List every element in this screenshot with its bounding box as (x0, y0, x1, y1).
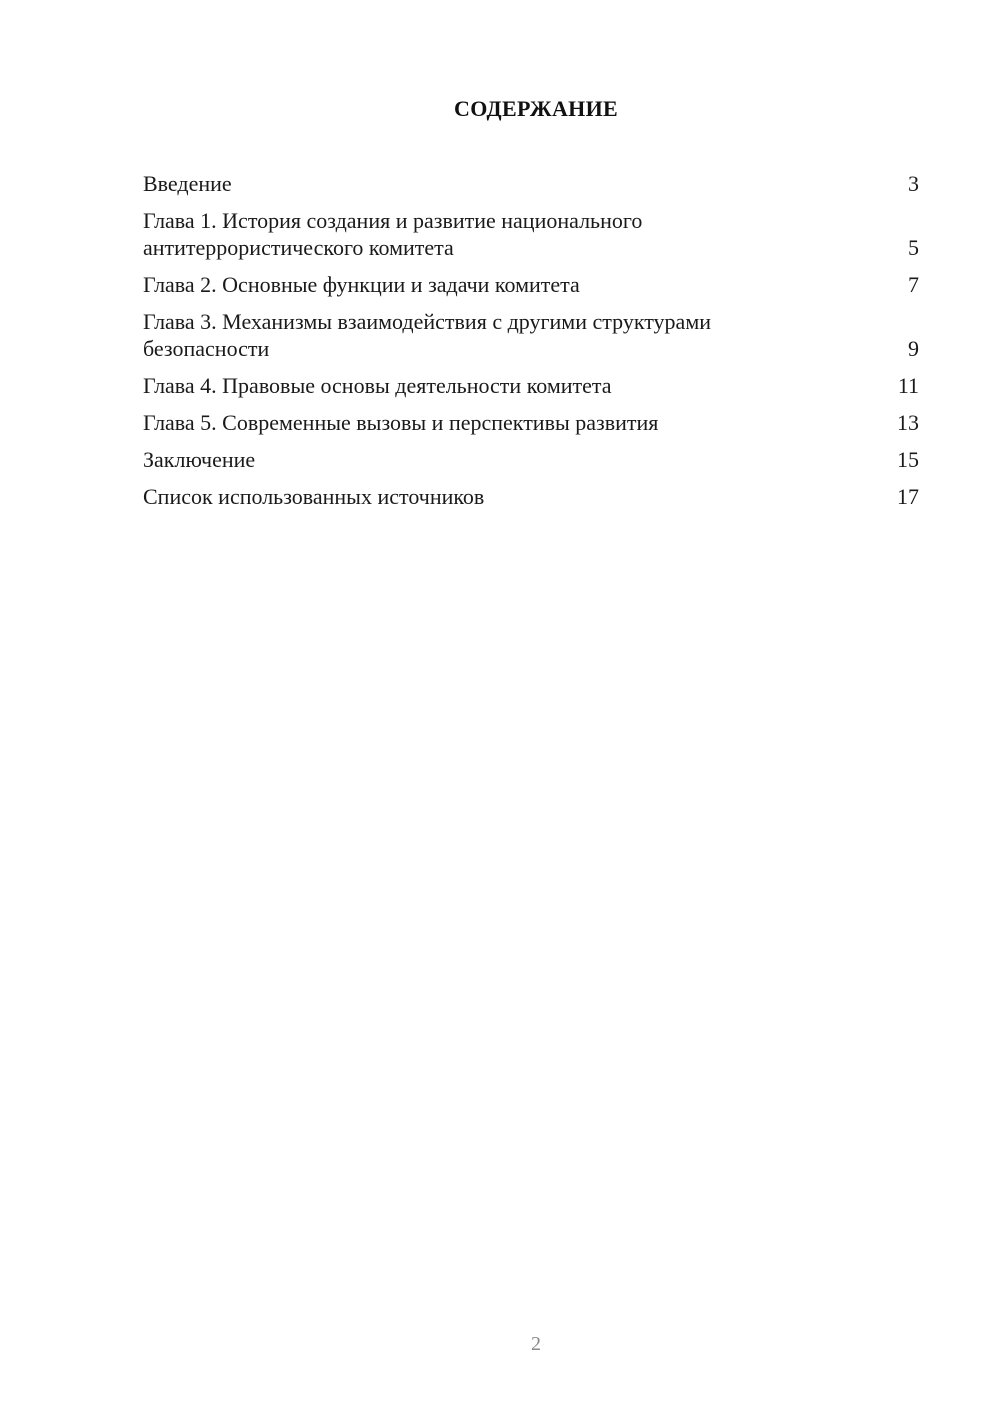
page-number: 2 (531, 1333, 541, 1355)
toc-entry-page: 13 (897, 410, 919, 435)
toc-entry-chapter-2 (143, 271, 919, 298)
table-of-contents (143, 170, 919, 520)
toc-entry-text: Глава 4. Правовые основы деятельности комитета (143, 373, 612, 398)
toc-entry-text: Заключение (143, 447, 256, 472)
toc-entry-chapter-4 (143, 372, 919, 399)
toc-entry-page: 3 (908, 171, 919, 196)
toc-entry-chapter-5 (143, 409, 919, 436)
toc-entry-page: 11 (897, 373, 919, 398)
toc-entry-text: Глава 5. Современные вызовы и перспективы развития (143, 410, 659, 435)
toc-entry-conclusion (143, 446, 919, 473)
toc-entry-page: 9 (908, 336, 919, 361)
toc-entry-page: 5 (908, 235, 919, 260)
toc-entry-chapter-3 (143, 308, 919, 362)
toc-entry-text: Глава 2. Основные функции и задачи комитета (143, 272, 580, 297)
toc-entry-introduction (143, 170, 919, 197)
toc-entry-text: Введение (143, 171, 232, 196)
toc-entry-text: Список использованных источников (143, 484, 485, 509)
toc-entry-references (143, 483, 919, 510)
toc-entry-text: Глава 1. История создания и развитие национального антитеррористического комитета (143, 208, 643, 260)
toc-entry-page: 15 (897, 447, 919, 472)
toc-entry-text: Глава 3. Механизмы взаимодействия с другими структурами безопасности (143, 309, 712, 361)
toc-entry-page: 17 (897, 484, 919, 509)
toc-title: СОДЕРЖАНИЕ (454, 96, 618, 121)
toc-entry-chapter-1 (143, 207, 919, 261)
toc-entry-page: 7 (908, 272, 919, 297)
